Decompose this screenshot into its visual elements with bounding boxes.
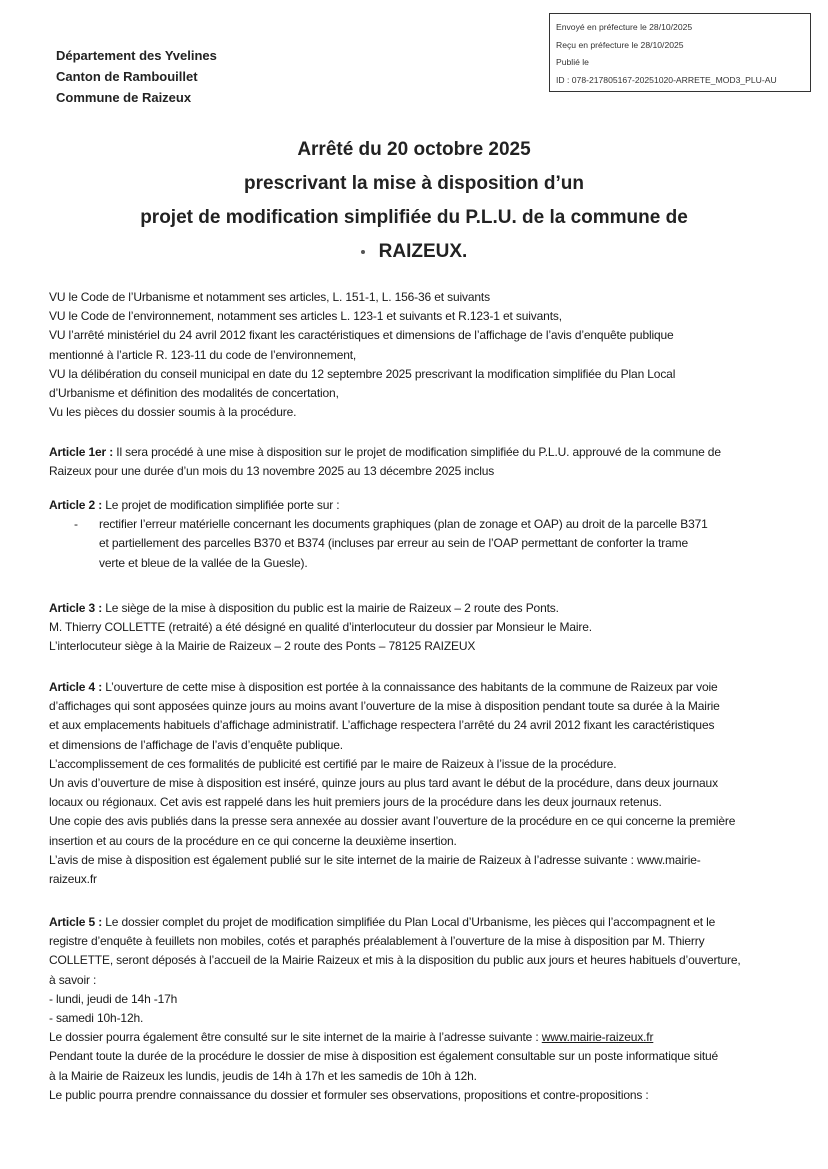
title-line — [0, 235, 828, 269]
article-text: d’affichages qui sont apposées quinze jours au moins avant l’ouverture de la mise à disposition pendant toute sa durée à la Mairie — [49, 699, 720, 714]
article-line — [49, 793, 789, 812]
title-line: Arrêté du 20 octobre 2025 — [297, 139, 531, 160]
article-3 — [49, 599, 789, 657]
visa-line: VU l’arrêté ministériel du 24 avril 2012 fixant les caractéristiques et dimensions de l’affichage de l’avis d’enquête publique — [49, 328, 674, 343]
article-line — [49, 932, 789, 951]
article-label: Article 1er : — [49, 445, 114, 459]
title-line: prescrivant la mise à disposition d’un — [244, 173, 584, 194]
article-line — [49, 443, 789, 462]
issuer-header — [56, 45, 217, 108]
bullet-text: et partiellement des parcelles B370 et B374 (incluses par erreur au sein de l’OAP permettant de conforter la trame — [99, 536, 689, 551]
bullet-text: verte et bleue de la vallée de la Guesle). — [99, 555, 308, 570]
website-link[interactable]: www.mairie-raizeux.fr — [541, 1030, 654, 1045]
bullet-text: rectifier l’erreur matérielle concernant les documents graphiques (plan de zonage et OAP) au droit de la parcelle B371 — [99, 517, 708, 532]
article-text: Raizeux pour une durée d’un mois du 13 novembre 2025 au 13 décembre 2025 inclus — [49, 464, 495, 479]
article-line — [49, 462, 789, 481]
article-text: - lundi, jeudi de 14h -17h — [49, 991, 178, 1006]
article-text: Le dossier complet du projet de modification simplifiée du Plan Local d’Urbanisme, les pièces qui l’accompagnent et le — [102, 915, 716, 929]
visas-section — [49, 288, 789, 422]
document-title — [0, 133, 828, 269]
article-text: Le projet de modification simplifiée porte sur : — [102, 498, 340, 512]
visa-line: Vu les pièces du dossier soumis à la procédure. — [49, 405, 297, 420]
article-text: M. Thierry COLLETTE (retraité) a été désigné en qualité d’interlocuteur du dossier par Monsieur le Maire. — [49, 620, 592, 635]
article-text: Une copie des avis publiés dans la presse sera annexée au dossier avant l’ouverture de la procédure en ce qui concerne la première — [49, 814, 736, 829]
article-text: L’accomplissement de ces formalités de publicité est certifié par le maire de Raizeux à l’issue de la procédure. — [49, 756, 617, 771]
commune: Commune de Raizeux — [56, 90, 192, 105]
article-text: Un avis d’ouverture de mise à disposition est inséré, quinze jours au plus tard avant le début de la procédure, dans deux journaux — [49, 776, 718, 791]
department: Département des Yvelines — [56, 48, 217, 63]
article-line — [49, 637, 789, 656]
article-line — [49, 1028, 789, 1047]
article-line — [49, 951, 789, 970]
visa-line: d’Urbanisme et définition des modalités de concertation, — [49, 386, 339, 401]
visa-line: VU le Code de l’Urbanisme et notamment ses articles, L. 151-1, L. 156-36 et suivants — [49, 290, 490, 304]
article-5 — [49, 913, 789, 1105]
article-line — [49, 913, 789, 932]
article-text: à savoir : — [49, 972, 97, 987]
article-line — [49, 736, 789, 755]
article-text: COLLETTE, seront déposés à l’accueil de la Mairie Raizeux et mis à la disposition du public aux jours et heures habituels d’ouverture, — [49, 953, 741, 968]
bullet-item-line — [49, 554, 789, 573]
article-text: Le dossier pourra également être consulté sur le site internet de la mairie à l’adresse suivante : — [49, 1030, 542, 1045]
article-1 — [49, 443, 789, 481]
article-line — [49, 1009, 789, 1028]
article-line — [49, 971, 789, 990]
article-4 — [49, 678, 789, 889]
article-text: L’ouverture de cette mise à disposition est portée à la connaissance des habitants de la commune de Raizeux par voie — [102, 680, 718, 694]
article-2 — [49, 496, 789, 573]
article-line — [49, 1067, 789, 1086]
article-line — [49, 618, 789, 637]
article-text: raizeux.fr — [49, 872, 97, 887]
article-label: Article 4 : — [49, 680, 103, 694]
article-line — [49, 716, 789, 735]
bullet-item-line — [49, 515, 789, 534]
visa-line: VU la délibération du conseil municipal en date du 12 septembre 2025 prescrivant la modification simplifiée du Plan Local — [49, 366, 676, 381]
article-line — [49, 1047, 789, 1066]
article-text: Il sera procédé à une mise à disposition sur le projet de modification simplifiée du P.L.U. approuvé de la commune de — [113, 445, 721, 459]
article-line — [49, 755, 789, 774]
article-text: - samedi 10h-12h. — [49, 1011, 144, 1026]
visa-line: mentionné à l’article R. 123-11 du code de l’environnement, — [49, 347, 357, 362]
article-line — [49, 870, 789, 889]
article-text: L’avis de mise à disposition est également publié sur le site internet de la mairie de Raizeux à l’adresse suivante : www.mairie- — [49, 852, 701, 867]
article-line — [49, 774, 789, 793]
article-label: Article 5 : — [49, 915, 103, 929]
canton: Canton de Rambouillet — [56, 69, 198, 84]
stamp-received: Reçu en préfecture le 28/10/2025 — [556, 39, 684, 50]
article-line — [49, 851, 789, 870]
article-line — [49, 812, 789, 831]
article-line — [49, 990, 789, 1009]
article-text: et dimensions de l’affichage de l’avis d’enquête publique. — [49, 737, 343, 752]
article-line — [49, 1086, 789, 1105]
article-text: Pendant toute la durée de la procédure le dossier de mise à disposition est également consultable sur un poste informatique situé — [49, 1049, 719, 1064]
article-text: L’interlocuteur siège à la Mairie de Raizeux – 2 route des Ponts – 78125 RAIZEUX — [49, 639, 476, 654]
title-line: projet de modification simplifiée du P.L.U. de la commune de — [140, 207, 688, 228]
article-text: Le public pourra prendre connaissance du dossier et formuler ses observations, propositions et contre-propositions : — [49, 1087, 649, 1102]
article-line — [49, 496, 789, 515]
article-text: registre d’enquête à feuillets non mobiles, cotés et paraphés préalablement à l’ouverture de la mise à disposition par M. Thierry — [49, 934, 705, 949]
stamp-sent: Envoyé en préfecture le 28/10/2025 — [556, 22, 693, 32]
article-text: et aux emplacements habituels d’affichage administratif. L’affichage respectera l’arrêté du 24 avril 2012 fixant les caractéristiques — [49, 718, 715, 733]
prefecture-stamp — [549, 13, 811, 92]
article-line — [49, 678, 789, 697]
article-text: à la Mairie de Raizeux les lundis, jeudis de 14h à 17h et les samedis de 10h à 12h. — [49, 1068, 477, 1083]
article-text: insertion et au cours de la procédure en ce qui concerne la deuxième insertion. — [49, 833, 457, 848]
article-text: locaux ou régionaux. Cet avis est rappelé dans les huit premiers jours de la procédure dans les deux journaux retenus. — [49, 795, 662, 810]
article-line — [49, 832, 789, 851]
article-label: Article 2 : — [49, 498, 103, 512]
stamp-id: ID : 078-217805167-20251020-ARRETE_MOD3_PLU-AU — [556, 74, 777, 85]
stamp-published: Publié le — [556, 57, 589, 67]
bullet-item-line — [49, 534, 789, 553]
article-text: Le siège de la mise à disposition du public est la mairie de Raizeux – 2 route des Ponts. — [102, 601, 559, 615]
title-commune: RAIZEUX. — [378, 241, 468, 262]
scan-speck — [361, 250, 365, 254]
article-label: Article 3 : — [49, 601, 103, 615]
article-line — [49, 697, 789, 716]
visa-line: VU le Code de l’environnement, notamment ses articles L. 123-1 et suivants et R.123-1 et suivants, — [49, 309, 562, 324]
article-line — [49, 599, 789, 618]
bullet-dash: - — [74, 517, 78, 532]
